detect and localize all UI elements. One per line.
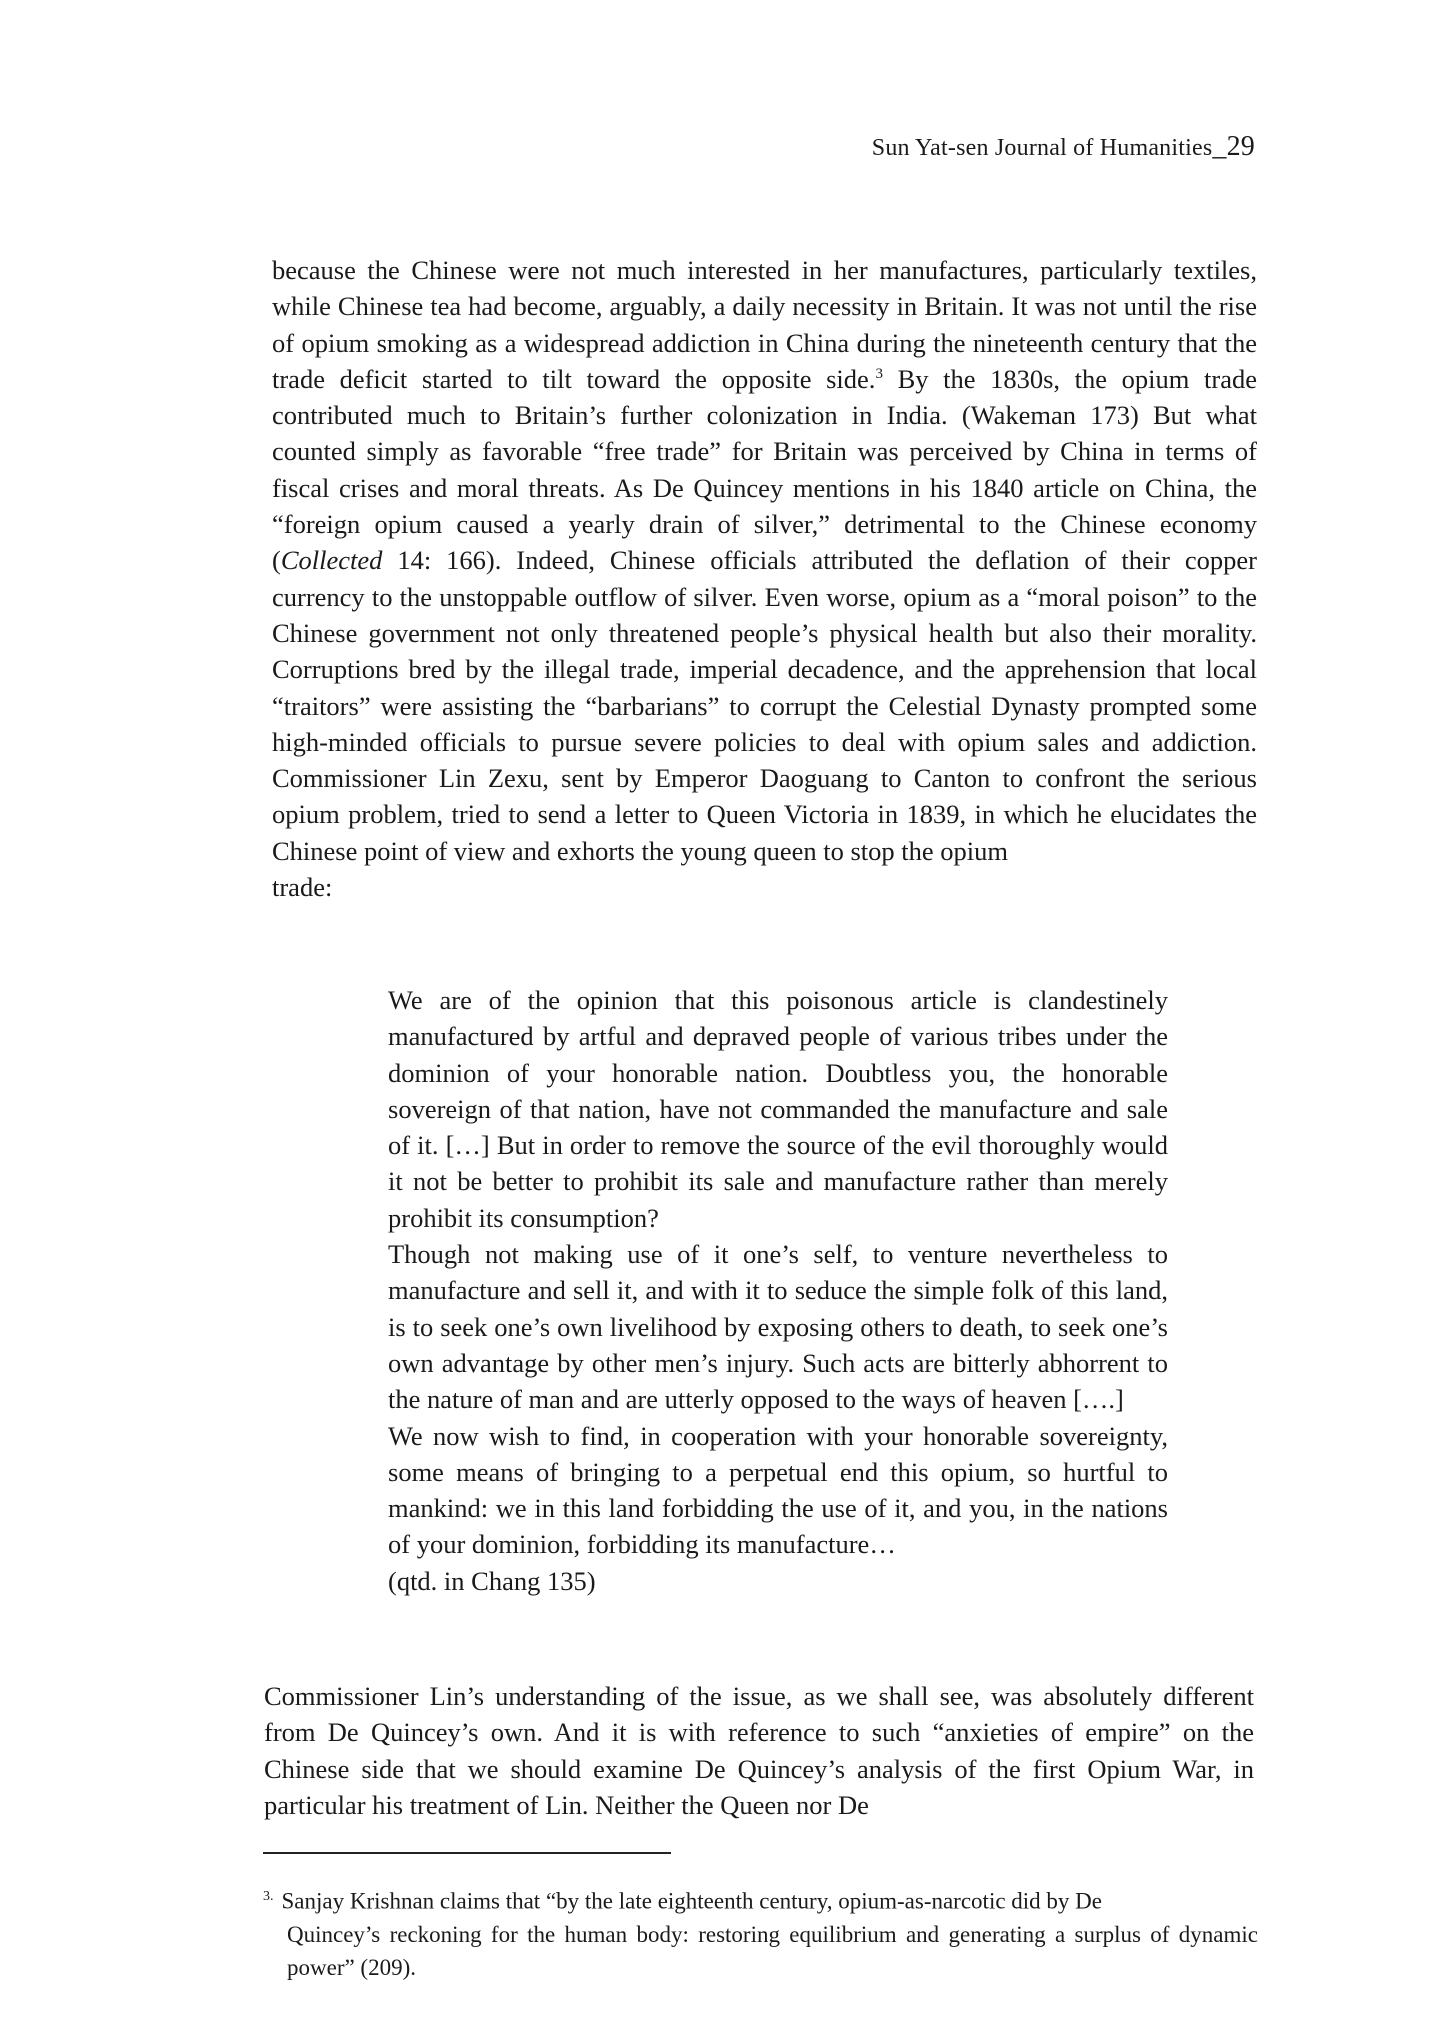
body-paragraph-2: Commissioner Lin’s understanding of the issue, as we shall see, was absolutely different from De Quincey’s own. And it is with reference to such “anxieties of empire” on the Chinese side that we should examine De Quincey’s analysis of the first Opium War, in particular his treatment of Lin. Neither the Queen nor De bbox=[264, 1681, 1254, 1820]
italic-title-collected: Collected bbox=[280, 545, 383, 576]
paragraph-1-text-b: By the 1830s, the opium trade contributed much to Britain’s further colonization in India. (Wakeman 173) But what counted simply as favorable “free trade” for Britain was perceived by China in terms of fiscal crises and moral threats. As De Quincey mentions in his 1840 article on China, the “foreign opium caused a yearly drain of silver,” detrimental to the Chinese economy ( bbox=[272, 363, 1257, 576]
footnote-3 bbox=[263, 1880, 1258, 1984]
block-quote bbox=[388, 982, 1168, 1599]
footnote-marker: 3. bbox=[263, 1889, 274, 1904]
footnote-text-rest: Quincey’s reckoning for the human body: restoring equilibrium and generating a surplus of dynamic power” (209). bbox=[287, 1921, 1258, 1980]
paragraph-1-tail: trade: bbox=[272, 872, 333, 903]
paragraph-1-text-a: because the Chinese were not much interested in her manufactures, particularly textiles, while Chinese tea had become, arguably, a daily necessity in Britain. It was not until the rise of opium smoking as a widespread addiction in China during the nineteenth century that the trade deficit started to tilt toward the opposite side. bbox=[272, 255, 1257, 394]
running-header bbox=[872, 131, 1255, 163]
page-number: _29 bbox=[1212, 131, 1255, 162]
body-paragraph-1 bbox=[272, 252, 1257, 905]
quote-paragraph-3: We now wish to find, in cooperation with your honorable sovereignty, some means of bringing to a perpetual end this opium, so hurtful to mankind: we in this land forbidding the use of it, and you, in the nations of your dominion, forbidding its manufacture… bbox=[388, 1420, 1168, 1560]
journal-title: Sun Yat-sen Journal of Humanities bbox=[871, 135, 1213, 161]
paragraph-1-text-c: 14: 166). Indeed, Chinese officials attributed the deflation of their copper currency to the unstoppable outflow of silver. Even worse, opium as a “moral poison” to the Chinese government not only threatened people’s physical health but also their morality. Corruptions bred by the illegal trade, imperial decadence, and the apprehension that local “traitors” were assisting the “barbarians” to corrupt the Celestial Dynasty prompted some high-minded officials to pursue severe policies to deal with opium sales and addiction. Commissioner Lin Zexu, sent by Emperor Daoguang to Canton to confront the serious opium problem, tried to send a letter to Queen Victoria in 1839, in which he elucidates the Chinese point of view and exhorts the young queen to stop the opium bbox=[272, 545, 1257, 866]
footnote-text-line-1: Sanjay Krishnan claims that “by the late eighteenth century, opium-as-narcotic did by De bbox=[281, 1888, 1102, 1914]
footnote-reference-3[interactable]: 3 bbox=[875, 366, 883, 383]
quote-paragraph-1: We are of the opinion that this poisonous article is clandestinely manufactured by artful and depraved people of various tribes under the dominion of your honorable nation. Doubtless you, the honorable sovereign of that nation, have not commanded the manufacture and sale of it. […] But in order to remove the source of the evil thoroughly would it not be better to prohibit its sale and manufacture rather than merely prohibit its consumption? bbox=[388, 985, 1168, 1233]
quote-citation: (qtd. in Chang 135) bbox=[388, 1565, 596, 1596]
footnote-divider bbox=[263, 1852, 671, 1854]
quote-paragraph-2: Though not making use of it one’s self, to venture nevertheless to manufacture and sell it, and with it to seduce the simple folk of this land, is to seek one’s own livelihood by exposing others to death, to seek one’s own advantage by other men’s injury. Such acts are bitterly abhorrent to the nature of man and are utterly opposed to the ways of heaven [….] bbox=[388, 1239, 1168, 1415]
